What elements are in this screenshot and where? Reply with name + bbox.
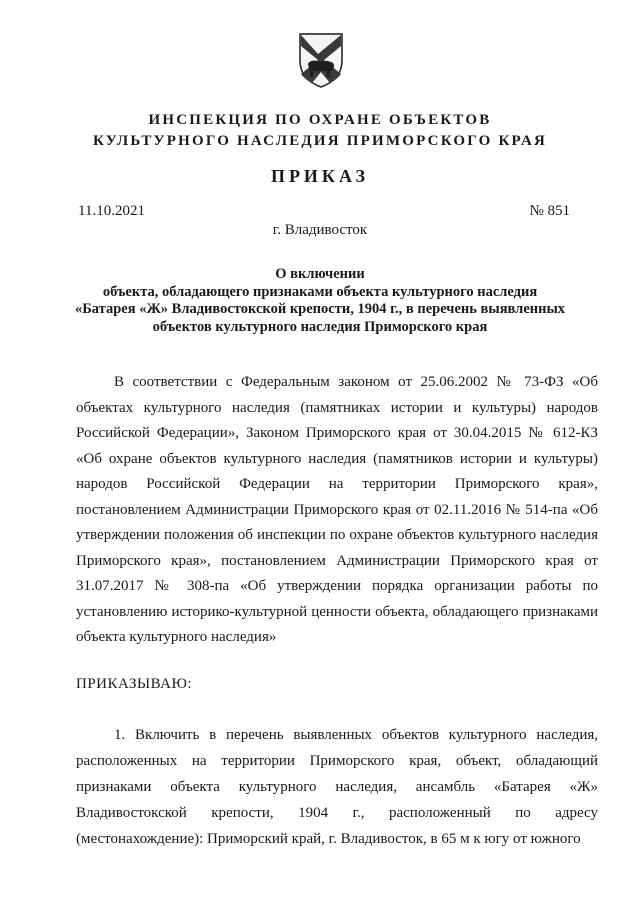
subject-line-3: «Батарея «Ж» Владивостокской крепости, 1904 г., в перечень выявленных <box>74 301 566 317</box>
document-date: 11.10.2021 <box>78 203 145 219</box>
preamble-paragraph: В соответствии с Федеральным законом от 25.06.2002 № 73-ФЗ «Об объектах культурного наследия (памятниках истории и культуры) народов Российской Федерации», Законом Приморского края от 30.04.2015 № 612-КЗ «Об охране объектов культурного наследия (памятников истории и культуры) народов Российской Федерации на территории Приморского края», постановлением Администрации Приморского края от 02.11.2016 № 514-па «Об утверждении положения об инспекции по охране объектов культурного наследия Приморского края», постановлением Администрации Приморского края от 31.07.2017 № 308-па «Об утверждении порядка организации работы по установлению историко-культурной ценности объекта, обладающего признаками объекта культурного наследия» <box>76 374 598 645</box>
subject-line-2: объекта, обладающего признаками объекта культурного наследия <box>102 283 538 300</box>
primorsky-krai-coat-of-arms-icon <box>296 30 346 88</box>
subject-line-1: О включении <box>275 266 365 282</box>
organization-name-line-2: КУЛЬТУРНОГО НАСЛЕДИЯ ПРИМОРСКОГО КРАЯ <box>92 133 548 149</box>
document-type-title: ПРИКАЗ <box>270 166 370 186</box>
document-number: № 851 <box>529 203 570 219</box>
subject-line-4: объектов культурного наследия Приморского края <box>152 318 488 335</box>
organization-name-line-1: ИНСПЕКЦИЯ ПО ОХРАНЕ ОБЪЕКТОВ <box>148 112 492 128</box>
order-word: ПРИКАЗЫВАЮ: <box>76 676 193 692</box>
order-item-1: 1. Включить в перечень выявленных объектов культурного наследия, расположенных на территории Приморского края, объект, обладающий признаками объекта культурного наследия, ансамбль «Батарея «Ж» Владивостокской крепости, 1904 г., расположенный по адресу (местонахождение): Приморский край, г. Владивосток, в 65 м к югу от южного <box>76 727 598 847</box>
order-subject <box>70 266 570 336</box>
document-city: г. Владивосток <box>272 222 368 238</box>
